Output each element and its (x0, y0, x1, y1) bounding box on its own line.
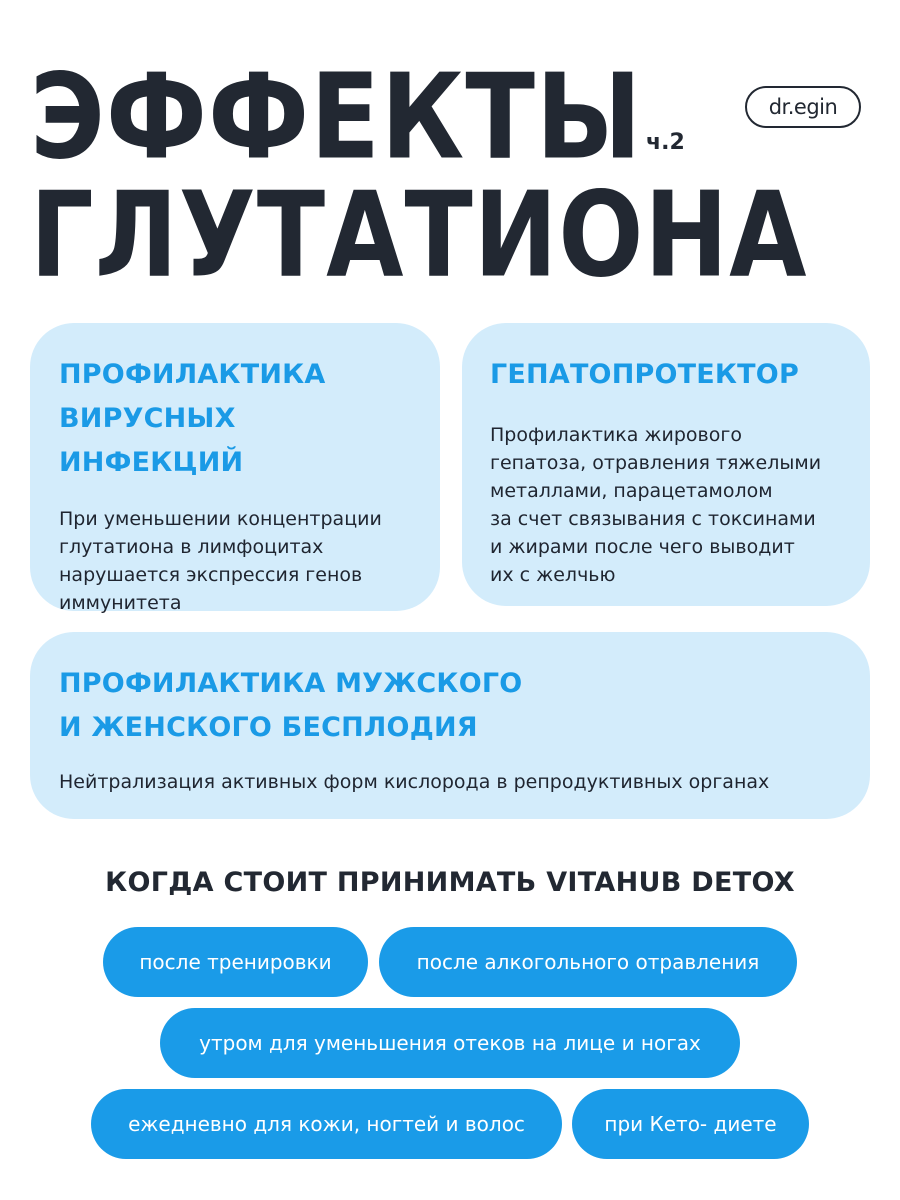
card-text: Профилактика жирового гепатоза, отравления тяжелыми металлами, парацетамолом за счет связывания с токсинами и жирами после чего выводит их с желчью (490, 424, 822, 586)
part-label: ч.2 (646, 130, 685, 155)
usage-pill: после алкогольного отравления (379, 927, 797, 997)
card-title: ГЕПАТОПРОТЕКТОР (490, 359, 799, 390)
usage-pill: после тренировки (103, 927, 368, 997)
brand-logo-text: dr.egin (768, 95, 838, 119)
card-text: Нейтрализация активных форм кислорода в репродуктивных органах (59, 771, 770, 793)
brand-logo (745, 86, 861, 128)
card-antiviral (30, 323, 440, 614)
card-title: ПРОФИЛАКТИКА МУЖСКОГО И ЖЕНСКОГО БЕСПЛОДИЯ (59, 668, 523, 743)
usage-pill: ежедневно для кожи, ногтей и волос (91, 1089, 562, 1159)
when-to-take-heading: КОГДА СТОИТ ПРИНИМАТЬ VITAHUB DETOX (105, 867, 795, 898)
usage-pill: утром для уменьшения отеков на лице и ногах (160, 1008, 740, 1078)
card-title: ПРОФИЛАКТИКА ВИРУСНЫХ ИНФЕКЦИЙ (59, 359, 326, 478)
card-text: При уменьшении концентрации глутатиона в лимфоцитах нарушается экспрессия генов иммунитета (59, 508, 382, 614)
page-title-line-2: ГЛУТАТИОНА (30, 166, 808, 305)
card-hepatoprotector (462, 323, 870, 606)
usage-pill: при Кето- диете (572, 1089, 809, 1159)
page-title-line-1: ЭФФЕКТЫ (30, 48, 643, 187)
card-infertility (30, 632, 870, 819)
